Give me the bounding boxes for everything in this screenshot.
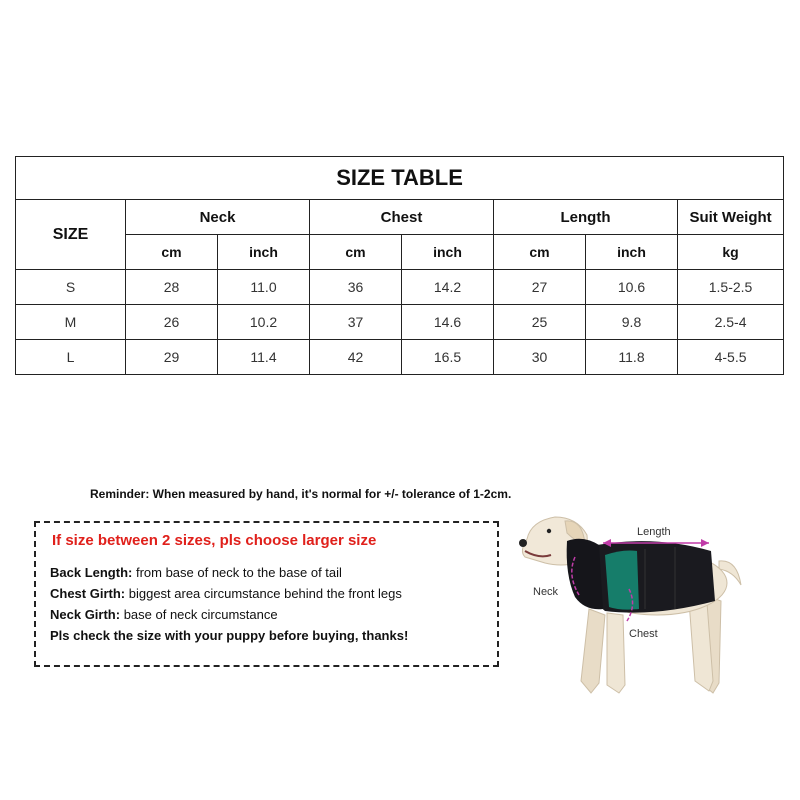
neck-inch-header: inch bbox=[218, 235, 310, 270]
length-cm-cell: 30 bbox=[494, 340, 586, 375]
table-title: SIZE TABLE bbox=[16, 157, 784, 200]
size-column-header: SIZE bbox=[16, 200, 126, 270]
definition-text: biggest area circumstance behind the front legs bbox=[125, 586, 402, 601]
length-cm-header: cm bbox=[494, 235, 586, 270]
length-inch-cell: 9.8 bbox=[586, 305, 678, 340]
closing-note: Pls check the size with your puppy before buying, thanks! bbox=[50, 628, 409, 643]
neck-cm-header: cm bbox=[126, 235, 218, 270]
definition-text: from base of neck to the base of tail bbox=[132, 565, 342, 580]
length-inch-header: inch bbox=[586, 235, 678, 270]
neck-cm-cell: 28 bbox=[126, 270, 218, 305]
neck-label: Neck bbox=[533, 586, 559, 598]
weight-kg-cell: 2.5-4 bbox=[678, 305, 784, 340]
table-row bbox=[16, 340, 784, 375]
reminder-text: Reminder: When measured by hand, it's normal for +/- tolerance of 1-2cm. bbox=[90, 487, 512, 501]
table-row bbox=[16, 305, 784, 340]
size-table bbox=[15, 156, 784, 375]
notice-headline: If size between 2 sizes, pls choose larger size bbox=[52, 532, 377, 549]
length-label: Length bbox=[637, 526, 671, 538]
chest-inch-cell: 14.6 bbox=[402, 305, 494, 340]
chest-group-header: Chest bbox=[310, 200, 494, 235]
neck-inch-cell: 11.4 bbox=[218, 340, 310, 375]
chest-inch-cell: 14.2 bbox=[402, 270, 494, 305]
length-cm-cell: 25 bbox=[494, 305, 586, 340]
chest-label: Chest bbox=[629, 628, 658, 640]
weight-kg-cell: 1.5-2.5 bbox=[678, 270, 784, 305]
definition-term: Chest Girth: bbox=[50, 586, 126, 601]
chest-girth-definition bbox=[50, 586, 402, 601]
neck-inch-cell: 10.2 bbox=[218, 305, 310, 340]
chest-inch-header: inch bbox=[402, 235, 494, 270]
chest-cm-cell: 37 bbox=[310, 305, 402, 340]
chest-cm-cell: 36 bbox=[310, 270, 402, 305]
neck-group-header: Neck bbox=[126, 200, 310, 235]
neck-girth-definition bbox=[50, 607, 278, 622]
length-inch-cell: 11.8 bbox=[586, 340, 678, 375]
size-cell: M bbox=[16, 305, 126, 340]
definition-term: Back Length: bbox=[50, 565, 133, 580]
definition-term: Neck Girth: bbox=[50, 607, 121, 622]
back-length-definition bbox=[50, 565, 342, 580]
chest-cm-header: cm bbox=[310, 235, 402, 270]
chest-inch-cell: 16.5 bbox=[402, 340, 494, 375]
suit-weight-group-header: Suit Weight bbox=[678, 200, 784, 235]
neck-inch-cell: 11.0 bbox=[218, 270, 310, 305]
dog-measurement-figure bbox=[505, 505, 785, 705]
dog-vest bbox=[567, 539, 715, 613]
table-row bbox=[16, 270, 784, 305]
length-group-header: Length bbox=[494, 200, 678, 235]
size-notice-box bbox=[34, 521, 499, 667]
size-cell: L bbox=[16, 340, 126, 375]
size-cell: S bbox=[16, 270, 126, 305]
weight-kg-header: kg bbox=[678, 235, 784, 270]
weight-kg-cell: 4-5.5 bbox=[678, 340, 784, 375]
length-inch-cell: 10.6 bbox=[586, 270, 678, 305]
length-cm-cell: 27 bbox=[494, 270, 586, 305]
definition-text: base of neck circumstance bbox=[120, 607, 278, 622]
neck-cm-cell: 26 bbox=[126, 305, 218, 340]
chest-cm-cell: 42 bbox=[310, 340, 402, 375]
neck-cm-cell: 29 bbox=[126, 340, 218, 375]
